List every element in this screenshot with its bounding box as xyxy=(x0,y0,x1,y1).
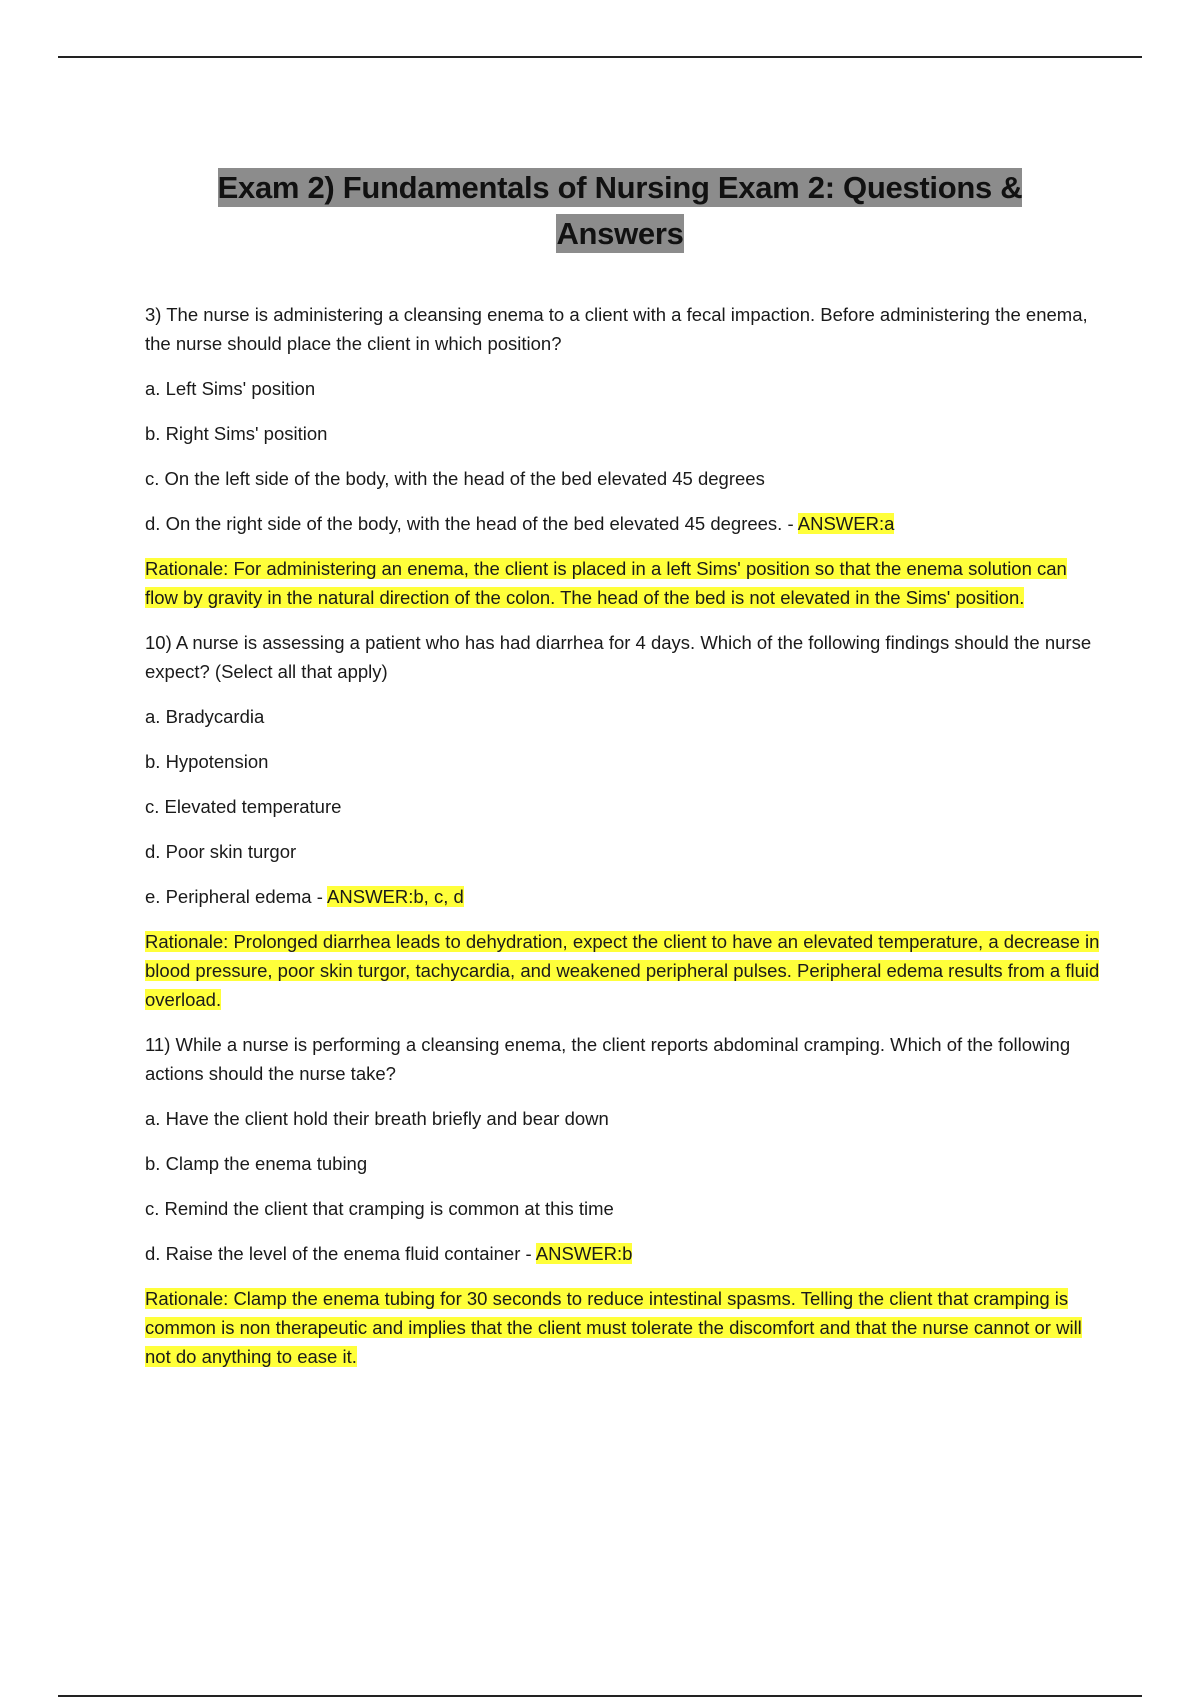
answer-option-text: d. Raise the level of the enema fluid container - xyxy=(145,1243,532,1264)
rationale-text: Rationale: Prolonged diarrhea leads to dehydration, expect the client to have an elevated temperature, a decrease in blood pressure, poor skin turgor, tachycardia, and weakened peripheral pulses. Peripheral edema results from a fluid overload. xyxy=(145,931,1100,1010)
rationale xyxy=(145,554,1100,612)
rationale xyxy=(145,927,1100,1014)
answer-option: b. Clamp the enema tubing xyxy=(145,1153,368,1174)
answer-key: ANSWER:a xyxy=(797,513,895,534)
rationale-text: Rationale: Clamp the enema tubing for 30 seconds to reduce intestinal spasms. Telling the client that cramping is common is non therapeutic and implies that the client must tolerate the discomfort and that the nurse cannot or will not do anything to ease it. xyxy=(145,1288,1082,1367)
answer-option: c. Elevated temperature xyxy=(145,796,342,817)
document-body xyxy=(145,300,1100,1387)
rationale xyxy=(145,1284,1100,1371)
answer-option-text: d. On the right side of the body, with the head of the bed elevated 45 degrees. - xyxy=(145,513,794,534)
answer-option-last xyxy=(145,1239,1100,1268)
header-rule xyxy=(58,56,1142,58)
document-title xyxy=(160,165,1080,257)
answer-option-last xyxy=(145,509,1100,538)
title-highlight: Exam 2) Fundamentals of Nursing Exam 2: Questions & Answers xyxy=(217,169,1023,251)
answer-option: b. Hypotension xyxy=(145,751,269,772)
answer-key: ANSWER:b xyxy=(535,1243,633,1264)
answer-option: c. Remind the client that cramping is common at this time xyxy=(145,1198,614,1219)
answer-option: a. Have the client hold their breath briefly and bear down xyxy=(145,1108,609,1129)
answer-option: a. Left Sims' position xyxy=(145,378,316,399)
answer-option: d. Poor skin turgor xyxy=(145,841,297,862)
rationale-text: Rationale: For administering an enema, the client is placed in a left Sims' position so that the enema solution can flow by gravity in the natural direction of the colon. The head of the bed is not elevated in the Sims' position. xyxy=(145,558,1067,608)
answer-key: ANSWER:b, c, d xyxy=(327,886,464,907)
question-stem: 11) While a nurse is performing a cleansing enema, the client reports abdominal cramping. Which of the following actions should the nurse take? xyxy=(145,1034,1071,1084)
answer-option: b. Right Sims' position xyxy=(145,423,328,444)
answer-option: c. On the left side of the body, with the head of the bed elevated 45 degrees xyxy=(145,468,765,489)
question-block xyxy=(145,628,1100,1014)
answer-option: a. Bradycardia xyxy=(145,706,265,727)
question-block xyxy=(145,1030,1100,1371)
answer-option-text: e. Peripheral edema - xyxy=(145,886,323,907)
footer-rule xyxy=(58,1695,1142,1697)
answer-option-last xyxy=(145,882,1100,911)
question-block xyxy=(145,300,1100,612)
question-stem: 10) A nurse is assessing a patient who has had diarrhea for 4 days. Which of the following findings should the nurse expect? (Select all that apply) xyxy=(145,632,1092,682)
question-stem: 3) The nurse is administering a cleansing enema to a client with a fecal impaction. Before administering the enema, the nurse should place the client in which position? xyxy=(145,304,1088,354)
